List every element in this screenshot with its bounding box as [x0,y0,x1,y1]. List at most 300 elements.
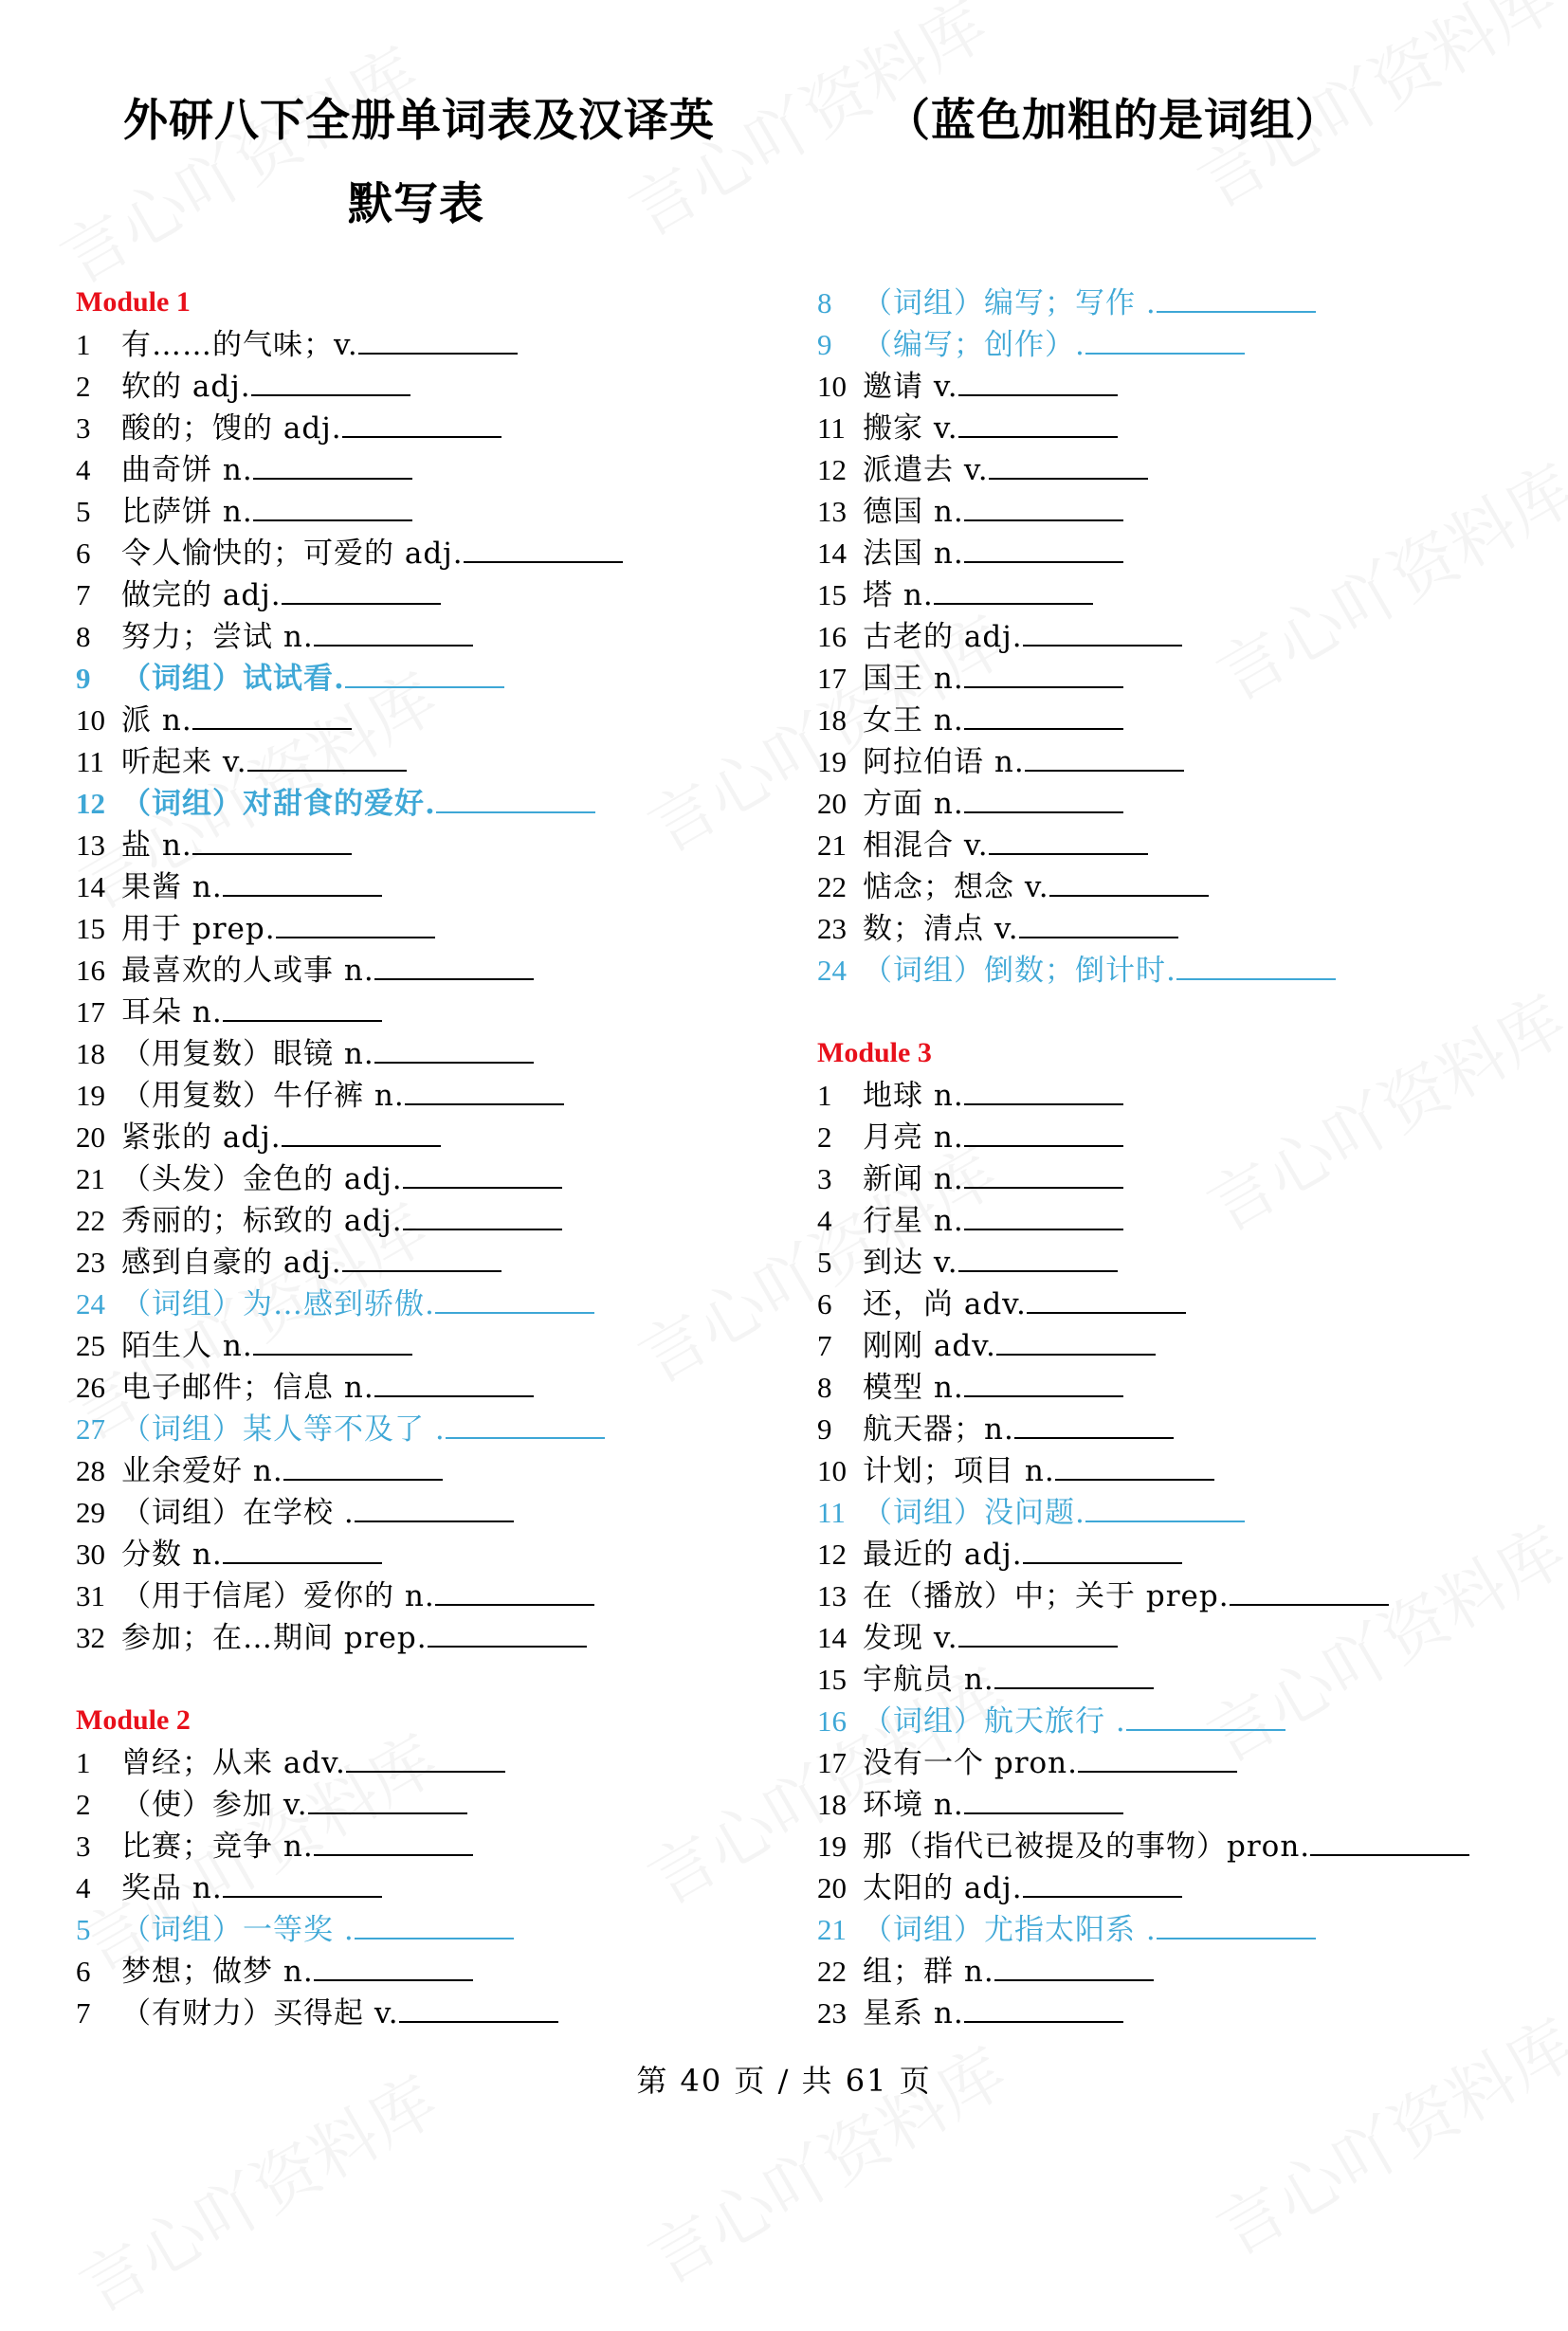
item-prompt: 宇航员 n. [863,1663,994,1697]
answer-blank[interactable] [342,408,501,438]
answer-blank[interactable] [934,574,1093,605]
vocab-item [76,825,352,866]
item-prompt: 盐 n. [121,829,192,863]
item-prompt: 塔 n. [863,578,934,612]
item-number: 21 [817,1913,847,1946]
vocab-item [76,449,412,491]
phrase-item [76,1909,514,1951]
item-prompt: 计划；项目 n. [863,1454,1055,1488]
item-prompt: 秀丽的；标致的 adj. [121,1204,403,1238]
answer-blank[interactable] [1014,1409,1174,1439]
vocab-item [817,1242,1118,1284]
item-number: 11 [817,411,846,445]
vocab-item [76,1575,594,1617]
item-number: 6 [76,537,91,570]
answer-blank[interactable] [1085,1492,1245,1522]
module-heading: Module 3 [817,1037,932,1068]
item-number: 15 [817,1663,847,1696]
item-prompt: 用于 prep. [121,912,276,946]
answer-blank[interactable] [964,491,1123,521]
answer-blank[interactable] [1025,741,1184,772]
vocab-item [817,1409,1174,1450]
answer-blank[interactable] [314,1951,473,1981]
answer-blank[interactable] [436,783,595,813]
answer-blank[interactable] [276,908,435,938]
item-prompt: 组；群 n. [863,1955,994,1989]
item-number: 12 [76,787,105,820]
vocab-item [817,700,1123,741]
item-number: 7 [817,1329,832,1362]
vocab-item [817,533,1123,574]
item-number: 23 [817,912,847,945]
vocab-item [76,1993,558,2034]
item-prompt: 那（指代已被提及的事物）pron. [863,1830,1311,1864]
item-number: 5 [76,495,91,528]
item-number: 2 [76,370,91,403]
item-number: 32 [76,1621,105,1654]
answer-blank[interactable] [964,783,1123,813]
item-number: 16 [817,1704,847,1738]
vocab-item [76,1033,534,1075]
item-prompt: （用于信尾）爱你的 n. [121,1579,435,1613]
item-number: 22 [817,870,847,903]
answer-blank[interactable] [314,616,473,646]
answer-blank[interactable] [964,1117,1123,1147]
vocab-item [76,908,435,950]
vocab-item [76,950,534,992]
item-number: 20 [817,787,847,820]
answer-blank[interactable] [342,1242,501,1272]
item-prompt: 航天器；n. [863,1412,1014,1447]
vocab-item [817,783,1123,825]
vocab-item [76,1492,514,1534]
answer-blank[interactable] [435,1284,594,1314]
item-number: 4 [76,453,91,486]
item-number: 10 [817,370,847,403]
answer-blank[interactable] [1310,1826,1469,1856]
item-prompt: 邀请 v. [863,370,958,404]
answer-blank[interactable] [358,324,518,355]
phrase-item [817,282,1316,324]
answer-blank[interactable] [1157,282,1316,313]
page-subtitle: 默写表 [348,178,484,230]
vocab-item [817,1075,1123,1117]
answer-blank[interactable] [355,1909,514,1939]
phrase-item [817,950,1336,992]
item-number: 3 [817,1162,832,1195]
item-prompt: 方面 n. [863,787,964,821]
answer-blank[interactable] [355,1492,514,1522]
vocab-item [817,908,1178,950]
vocab-item [76,700,352,741]
watermark-text [1188,969,1568,1250]
item-number: 19 [817,745,847,778]
item-prompt: 耳朵 n. [121,995,223,1029]
watermark-text [1197,1993,1568,2274]
item-number: 30 [76,1538,105,1571]
vocab-item [817,1325,1156,1367]
answer-blank[interactable] [958,1242,1118,1272]
answer-blank[interactable] [964,700,1123,730]
phrase-item [817,1909,1316,1951]
phrase-item [76,783,595,825]
item-prompt: （词组）编写；写作 . [863,286,1157,320]
answer-blank[interactable] [964,1075,1123,1105]
vocab-item [817,741,1184,783]
answer-blank[interactable] [283,1450,443,1481]
answer-blank[interactable] [1176,950,1336,980]
item-number: 21 [817,829,847,862]
vocab-item [76,992,382,1033]
vocab-item [76,324,518,366]
item-number: 1 [76,328,91,361]
item-prompt: 业余爱好 n. [121,1454,283,1488]
item-prompt: （词组）一等奖 . [121,1913,355,1947]
item-prompt: 曲奇饼 n. [121,453,253,487]
item-prompt: 太阳的 adj. [863,1871,1023,1905]
item-prompt: 古老的 adj. [863,620,1023,654]
module-heading: Module 1 [76,286,191,318]
answer-blank[interactable] [403,1200,562,1230]
item-number: 3 [76,411,91,445]
item-prompt: （用复数）牛仔裤 n. [121,1079,405,1113]
answer-blank[interactable] [374,1033,534,1064]
item-number: 15 [76,912,105,945]
vocab-item [817,1534,1182,1575]
item-prompt: 陌生人 n. [121,1329,253,1363]
item-prompt: 还，尚 adv. [863,1287,1027,1321]
item-number: 8 [76,620,91,653]
item-number: 5 [817,1246,832,1279]
item-number: 20 [817,1871,847,1904]
item-number: 28 [76,1454,105,1487]
vocab-item [817,1284,1186,1325]
item-prompt: （词组）试试看. [121,662,345,696]
phrase-item [817,1701,1285,1742]
item-number: 5 [76,1913,91,1946]
answer-blank[interactable] [405,1075,564,1105]
item-prompt: （词组）对甜食的爱好. [121,787,436,821]
answer-blank[interactable] [1230,1575,1389,1606]
item-number: 12 [817,453,847,486]
answer-blank[interactable] [1023,1534,1182,1564]
item-number: 14 [817,1621,847,1654]
vocab-item [817,1742,1237,1784]
item-number: 18 [817,703,847,737]
item-prompt: 发现 v. [863,1621,958,1655]
item-prompt: 令人愉快的；可爱的 adj. [121,537,464,571]
title-main: 外研八下全册单词表及汉译英 [123,95,715,147]
item-prompt: 酸的；馊的 adj. [121,411,342,446]
answer-blank[interactable] [253,491,412,521]
item-number: 11 [817,1496,846,1529]
answer-blank[interactable] [1055,1450,1214,1481]
answer-blank[interactable] [446,1409,605,1439]
answer-blank[interactable] [994,1951,1154,1981]
item-number: 4 [76,1871,91,1904]
vocab-item [76,533,623,574]
answer-blank[interactable] [399,1993,558,2023]
answer-blank[interactable] [435,1575,594,1606]
item-prompt: （头发）金色的 adj. [121,1162,403,1196]
item-number: 20 [76,1120,105,1154]
item-prompt: 月亮 n. [863,1120,964,1155]
item-number: 26 [76,1371,105,1404]
answer-blank[interactable] [964,1367,1123,1397]
item-prompt: 数；清点 v. [863,912,1019,946]
answer-blank[interactable] [223,992,382,1022]
answer-blank[interactable] [1078,1742,1237,1773]
item-number: 12 [817,1538,847,1571]
answer-blank[interactable] [964,658,1123,688]
page-footer: 第 40 页 / 共 61 页 [636,2063,932,2099]
item-number: 23 [76,1246,105,1279]
item-number: 18 [817,1788,847,1821]
item-number: 15 [817,578,847,611]
item-prompt: 派遣去 v. [863,453,989,487]
item-prompt: 派 n. [121,703,192,738]
answer-blank[interactable] [374,1367,534,1397]
answer-blank[interactable] [223,1534,382,1564]
answer-blank[interactable] [958,1617,1118,1648]
vocab-item [817,1158,1123,1200]
answer-blank[interactable] [428,1617,587,1648]
item-number: 13 [817,495,847,528]
vocab-item [76,408,501,449]
item-number: 3 [76,1830,91,1863]
item-number: 14 [817,537,847,570]
item-number: 2 [817,1120,832,1154]
item-number: 18 [76,1037,105,1070]
item-prompt: （词组）尤指太阳系 . [863,1913,1157,1947]
answer-blank[interactable] [1085,324,1245,355]
item-number: 8 [817,1371,832,1404]
item-prompt: 感到自豪的 adj. [121,1246,342,1280]
vocab-item [817,1367,1123,1409]
answer-blank[interactable] [996,1325,1156,1356]
item-prompt: 电子邮件；信息 n. [121,1371,374,1405]
answer-blank[interactable] [282,574,441,605]
item-prompt: （编写；创作）. [863,328,1085,362]
item-prompt: 搬家 v. [863,411,958,446]
answer-blank[interactable] [253,1325,412,1356]
phrase-item [817,324,1245,366]
answer-blank[interactable] [1126,1701,1285,1731]
item-prompt: 在（播放）中；关于 prep. [863,1579,1230,1613]
item-prompt: 女王 n. [863,703,964,738]
item-prompt: 软的 adj. [121,370,251,404]
vocab-item [76,1367,534,1409]
answer-blank[interactable] [223,866,382,897]
answer-blank[interactable] [1157,1909,1316,1939]
item-prompt: 有……的气味；v. [121,328,358,362]
answer-blank[interactable] [192,825,352,855]
answer-blank[interactable] [308,1784,467,1814]
item-number: 9 [817,1412,832,1446]
item-prompt: （词组）为…感到骄傲. [121,1287,435,1321]
vocab-item [817,825,1148,866]
answer-blank[interactable] [223,1867,382,1898]
item-number: 19 [817,1830,847,1863]
vocab-item [817,574,1093,616]
item-prompt: 果酱 n. [121,870,223,904]
item-prompt: 紧张的 adj. [121,1120,282,1155]
item-prompt: 惦念；想念 v. [863,870,1049,904]
answer-blank[interactable] [253,449,412,480]
item-prompt: （词组）航天旅行 . [863,1704,1126,1739]
vocab-item [817,491,1123,533]
answer-blank[interactable] [989,825,1148,855]
item-prompt: 没有一个 pron. [863,1746,1078,1780]
item-prompt: 听起来 v. [121,745,247,779]
item-prompt: （使）参加 v. [121,1788,308,1822]
item-prompt: 分数 n. [121,1538,223,1572]
vocab-item [817,1951,1154,1993]
item-number: 10 [76,703,105,737]
answer-blank[interactable] [403,1158,562,1189]
item-prompt: 星系 n. [863,1996,964,2031]
answer-blank[interactable] [247,741,407,772]
item-number: 11 [76,745,104,778]
vocab-item [817,1450,1214,1492]
answer-blank[interactable] [964,1158,1123,1189]
answer-blank[interactable] [964,1993,1123,2023]
item-prompt: 参加；在…期间 prep. [121,1621,428,1655]
answer-blank[interactable] [964,1200,1123,1230]
answer-blank[interactable] [345,658,504,688]
phrase-item [76,1284,594,1325]
item-prompt: 法国 n. [863,537,964,571]
item-prompt: 行星 n. [863,1204,964,1238]
module-heading: Module 2 [76,1704,191,1736]
title-note: （蓝色加粗的是词组） [885,95,1340,147]
item-number: 29 [76,1496,105,1529]
answer-blank[interactable] [1023,1867,1182,1898]
item-number: 25 [76,1329,105,1362]
answer-blank[interactable] [964,1784,1123,1814]
vocab-item [76,1617,587,1659]
item-prompt: 刚刚 adv. [863,1329,996,1363]
item-number: 13 [817,1579,847,1612]
answer-blank[interactable] [192,700,352,730]
vocab-item [817,1784,1123,1826]
vocab-item [76,366,410,408]
item-number: 22 [817,1955,847,1988]
item-prompt: 做完的 adj. [121,578,282,612]
vocab-item [817,408,1118,449]
item-number: 6 [76,1955,91,1988]
answer-blank[interactable] [1019,908,1178,938]
item-number: 24 [76,1287,105,1320]
item-number: 7 [76,578,91,611]
item-prompt: （用复数）眼镜 n. [121,1037,374,1071]
watermark-text [1197,438,1568,719]
vocab-item [817,866,1209,908]
vocab-item [76,1450,443,1492]
answer-blank[interactable] [346,1742,505,1773]
answer-blank[interactable] [1023,616,1182,646]
answer-blank[interactable] [1027,1284,1186,1314]
vocab-item [817,1867,1182,1909]
vocab-item [817,1575,1389,1617]
item-number: 2 [76,1788,91,1821]
answer-blank[interactable] [994,1659,1154,1689]
item-prompt: 奖品 n. [121,1871,223,1905]
item-number: 9 [817,328,832,361]
answer-blank[interactable] [251,366,410,396]
vocab-item [76,1867,382,1909]
answer-blank[interactable] [464,533,623,563]
item-prompt: 国王 n. [863,662,964,696]
vocab-item [817,1200,1123,1242]
item-number: 13 [76,829,105,862]
vocab-item [76,866,382,908]
item-prompt: （词组）倒数；倒计时. [863,954,1176,988]
vocab-item [76,1158,562,1200]
answer-blank[interactable] [958,408,1118,438]
vocab-item [76,1117,441,1158]
item-number: 19 [76,1079,105,1112]
item-prompt: （词组）某人等不及了 . [121,1412,446,1447]
item-prompt: （词组）没问题. [863,1496,1085,1530]
item-prompt: 比赛；竞争 n. [121,1830,314,1864]
item-number: 21 [76,1162,105,1195]
item-prompt: 比萨饼 n. [121,495,253,529]
answer-blank[interactable] [964,533,1123,563]
vocab-item [817,449,1148,491]
item-prompt: 德国 n. [863,495,964,529]
vocab-item [76,1826,473,1867]
answer-blank[interactable] [374,950,534,980]
item-prompt: 最近的 adj. [863,1538,1023,1572]
item-prompt: 曾经；从来 adv. [121,1746,346,1780]
item-number: 9 [76,662,91,695]
item-prompt: 地球 n. [863,1079,964,1113]
item-number: 14 [76,870,105,903]
item-number: 31 [76,1579,105,1612]
phrase-item [817,1492,1245,1534]
item-number: 1 [817,1079,832,1112]
item-number: 10 [817,1454,847,1487]
item-prompt: 最喜欢的人或事 n. [121,954,374,988]
item-prompt: （有财力）买得起 v. [121,1996,399,2031]
item-prompt: （词组）在学校 . [121,1496,355,1530]
vocab-item [817,366,1118,408]
vocab-item [817,1117,1123,1158]
answer-blank[interactable] [314,1826,473,1856]
vocab-item [76,1742,505,1784]
item-number: 27 [76,1412,105,1446]
vocab-item [817,1826,1469,1867]
answer-blank[interactable] [282,1117,441,1147]
answer-blank[interactable] [1049,866,1209,897]
item-prompt: 相混合 v. [863,829,989,863]
answer-blank[interactable] [989,449,1148,480]
item-prompt: 努力；尝试 n. [121,620,314,654]
item-number: 22 [76,1204,105,1237]
item-number: 16 [817,620,847,653]
vocab-item [76,1534,382,1575]
answer-blank[interactable] [958,366,1118,396]
item-number: 4 [817,1204,832,1237]
item-number: 17 [817,1746,847,1779]
page-title [123,85,1340,149]
item-number: 17 [76,995,105,1029]
item-number: 7 [76,1996,91,2030]
vocab-item [817,1993,1123,2034]
item-number: 6 [817,1287,832,1320]
vocab-item [76,1075,564,1117]
